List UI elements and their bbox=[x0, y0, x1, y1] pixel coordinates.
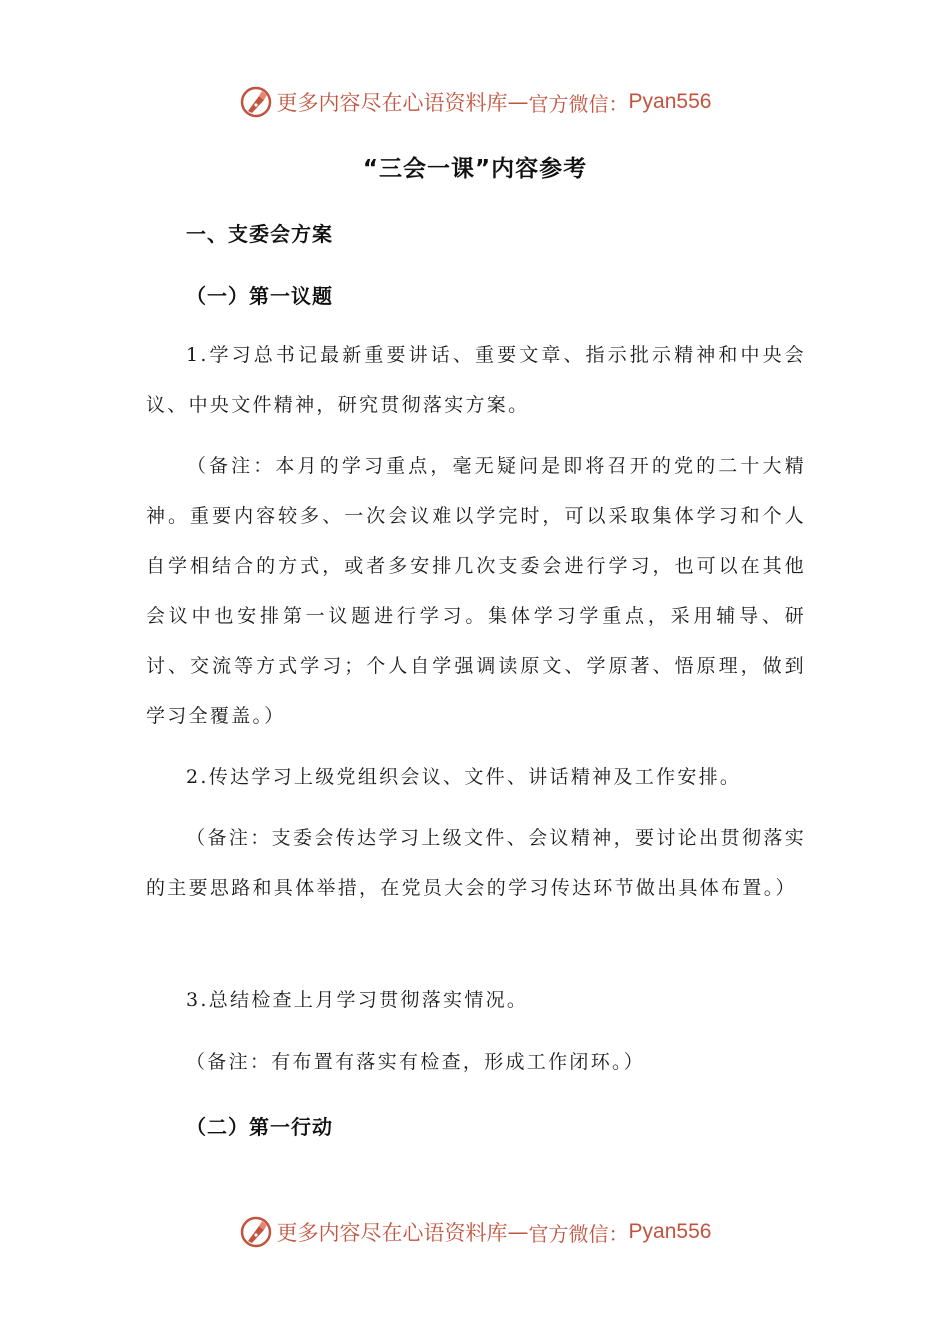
watermark-separator: — bbox=[507, 90, 529, 114]
watermark-wechat-id: Pyan556 bbox=[628, 1220, 712, 1243]
watermark-wechat-id: Pyan556 bbox=[628, 90, 712, 113]
subsection-heading: （一）第一议题 bbox=[186, 284, 333, 308]
subsection-heading: （二）第一行动 bbox=[186, 1115, 333, 1139]
note-text: （备注：有布置有落实有检查，形成工作闭环。） bbox=[186, 1051, 646, 1073]
list-item bbox=[146, 975, 806, 1025]
footer-watermark bbox=[0, 1212, 950, 1252]
watermark-separator: — bbox=[507, 1220, 529, 1244]
section-heading: 一、支委会方案 bbox=[186, 222, 333, 246]
note-paragraph bbox=[146, 813, 806, 913]
list-item-text: 3.总结检查上月学习贯彻落实情况。 bbox=[186, 989, 529, 1011]
note-paragraph bbox=[146, 1037, 806, 1087]
list-item bbox=[146, 752, 806, 802]
watermark-text: 更多内容尽在心语资料库 bbox=[276, 91, 508, 115]
pen-nib-logo-icon bbox=[239, 85, 273, 119]
note-text: （备注：本月的学习重点，毫无疑问是即将召开的党的二十大精神。重要内容较多、一次会议难以学完时，可以采取集体学习和个人自学相结合的方式，或者多安排几次支委会进行学习，也可以在其他会议中也安排第一议题进行学习。集体学习学重点，采用辅导、研讨、交流等方式学习；个人自学强调读原文、学原著、悟原理，做到学习全覆盖。） bbox=[146, 455, 806, 727]
list-item bbox=[146, 330, 806, 430]
note-paragraph bbox=[146, 441, 806, 741]
note-text: （备注：支委会传达学习上级文件、会议精神，要讨论出贯彻落实的主要思路和具体举措，在党员大会的学习传达环节做出具体布置。） bbox=[146, 827, 806, 899]
watermark-wechat-label: 官方微信： bbox=[528, 91, 629, 116]
list-item-text: 1.学习总书记最新重要讲话、重要文章、指示批示精神和中央会议、中央文件精神，研究贯彻落实方案。 bbox=[146, 344, 806, 416]
watermark-wechat-label: 官方微信： bbox=[528, 1221, 629, 1246]
list-item-text: 2.传达学习上级党组织会议、文件、讲话精神及工作安排。 bbox=[186, 766, 742, 788]
watermark-text: 更多内容尽在心语资料库 bbox=[276, 1221, 508, 1245]
document-title: “三会一课”内容参考 bbox=[362, 156, 588, 182]
pen-nib-logo-icon bbox=[239, 1215, 273, 1249]
header-watermark bbox=[0, 82, 950, 122]
